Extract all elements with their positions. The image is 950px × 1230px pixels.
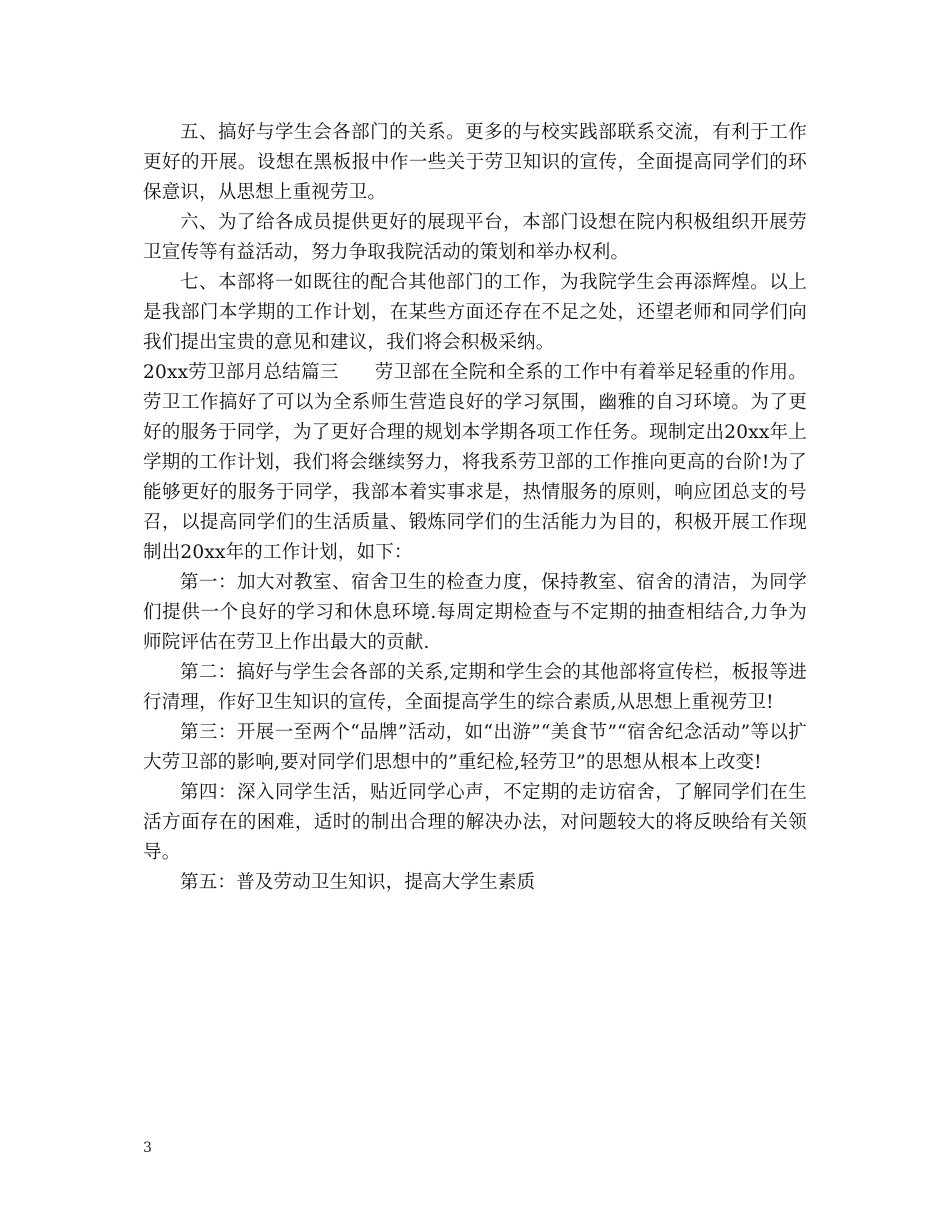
paragraph-seven: 七、本部将一如既往的配合其他部门的工作，为我院学生会再添辉煌。以上是我部门本学期的工作计划，在某些方面还存在不足之处，还望老师和同学们向我们提出宝贵的意见和建议，我们将会积极采纳。 bbox=[143, 272, 807, 353]
section-paragraph bbox=[143, 358, 807, 568]
item-first: 第一：加大对教室、宿舍卫生的检查力度，保持教室、宿舍的清洁，为同学们提供一个良好的学习和休息环境.每周定期检查与不定期的抽查相结合,力争为师院评估在劳卫上作出最大的贡献. bbox=[143, 572, 807, 653]
page-number: 3 bbox=[143, 1140, 152, 1156]
section-title: 20xx劳卫部月总结篇三 bbox=[143, 362, 339, 383]
paragraph-six: 六、为了给各成员提供更好的展现平台，本部门设想在院内积极组织开展劳卫宣传等有益活动，努力争取我院活动的策划和举办权利。 bbox=[143, 212, 807, 263]
item-second: 第二：搞好与学生会各部的关系,定期和学生会的其他部将宣传栏，板报等进行清理，作好卫生知识的宣传，全面提高学生的综合素质,从思想上重视劳卫! bbox=[143, 662, 807, 713]
item-third: 第三：开展一至两个“品牌”活动，如“出游”“美食节”“宿舍纪念活动”等以扩大劳卫部的影响,要对同学们思想中的”重纪检,轻劳卫”的思想从根本上改变! bbox=[143, 722, 807, 773]
section-intro: 劳卫部在全院和全系的工作中有着举足轻重的作用。劳卫工作搞好了可以为全系师生营造良好的学习氛围，幽雅的自习环境。为了更好的服务于同学，为了更好合理的规划本学期各项工作任务。现制定出20xx年上学期的工作计划，我们将会继续努力，将我系劳卫部的工作推向更高的台阶!为了能够更好的服务于同学，我部本着实事求是，热情服务的原则，响应团总支的号召，以提高同学们的生活质量、锻炼同学们的生活能力为目的，积极开展工作现制出20xx年的工作计划，如下： bbox=[143, 362, 807, 563]
paragraph-five: 五、搞好与学生会各部门的关系。更多的与校实践部联系交流，有利于工作更好的开展。设想在黑板报中作一些关于劳卫知识的宣传，全面提高同学们的环保意识，从思想上重视劳卫。 bbox=[143, 122, 807, 203]
document-body bbox=[143, 118, 807, 898]
item-fourth: 第四：深入同学生活，贴近同学心声，不定期的走访宿舍，了解同学们在生活方面存在的困难，适时的制出合理的解决办法，对问题较大的将反映给有关领导。 bbox=[143, 782, 807, 863]
item-fifth: 第五：普及劳动卫生知识，提高大学生素质 bbox=[180, 872, 536, 893]
